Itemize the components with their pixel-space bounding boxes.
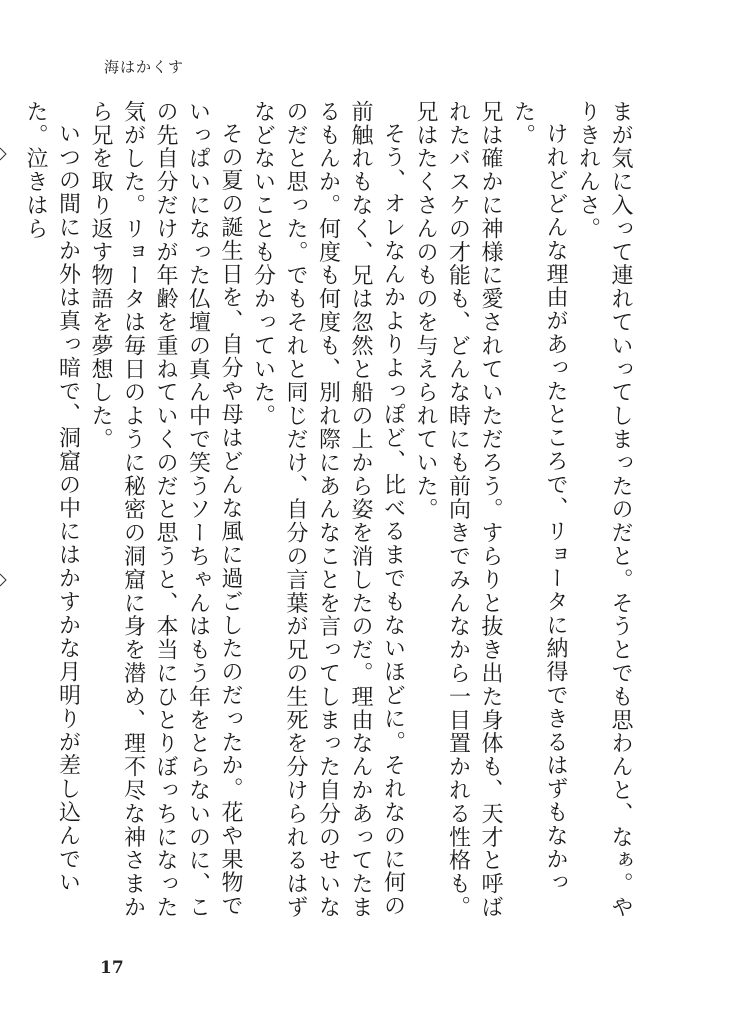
paragraph: いつの間にか外は真っ暗で、洞窟の中にはかすかな月明りが差し込んでいた。泣きはら xyxy=(23,100,81,895)
paragraph: そう、オレなんかよりよっぽど、比べるまでもないほどに。それなのに何の前触れもなく、兄は忽然と船の上から姿を消したのだ。理由なんかあってたまるもんか。何度も何度も、別れ際にあんなことを言ってしまった自分のせいなのだと思った。でもそれと同じだけ、自分の言葉が兄の生死を分けられるはずなどないことも分かっていた。 xyxy=(250,100,406,919)
body-text-vertical xyxy=(23,100,636,930)
page-number: 17 xyxy=(100,958,124,978)
running-header-title: 海はかくす xyxy=(104,58,185,76)
crop-mark-top xyxy=(0,148,7,160)
paragraph: まが気に入って連れていってしまったのだと。そうとでも思わんと、なぁ。やりきれんさ。 xyxy=(575,100,633,919)
paragraph: 兄は確かに神様に愛されていただろう。すらりと抜き出た身体も、天才と呼ばれたバスケの才能も、どんな時にも前向きでみんなから一目置かれる性格も。兄はたくさんのものを与えられていた。 xyxy=(413,100,503,919)
paragraph: けれどどんな理由があったところで、リョータに納得できるはずもなかった。 xyxy=(510,100,568,895)
crop-mark-middle xyxy=(0,574,7,586)
paragraph: その夏の誕生日を、自分や母はどんな風に過ごしたのだったか。花や果物でいっぱいになった仏壇の真ん中で笑うソーちゃんはもう年をとらないのに、この先自分だけが年齢を重ねていくのだと思うと、本当にひとりぼっちになった気がした。リョータは毎日のように秘密の洞窟に身を潜め、理不尽な神さまから兄を取り返す物語を夢想した。 xyxy=(88,100,243,919)
